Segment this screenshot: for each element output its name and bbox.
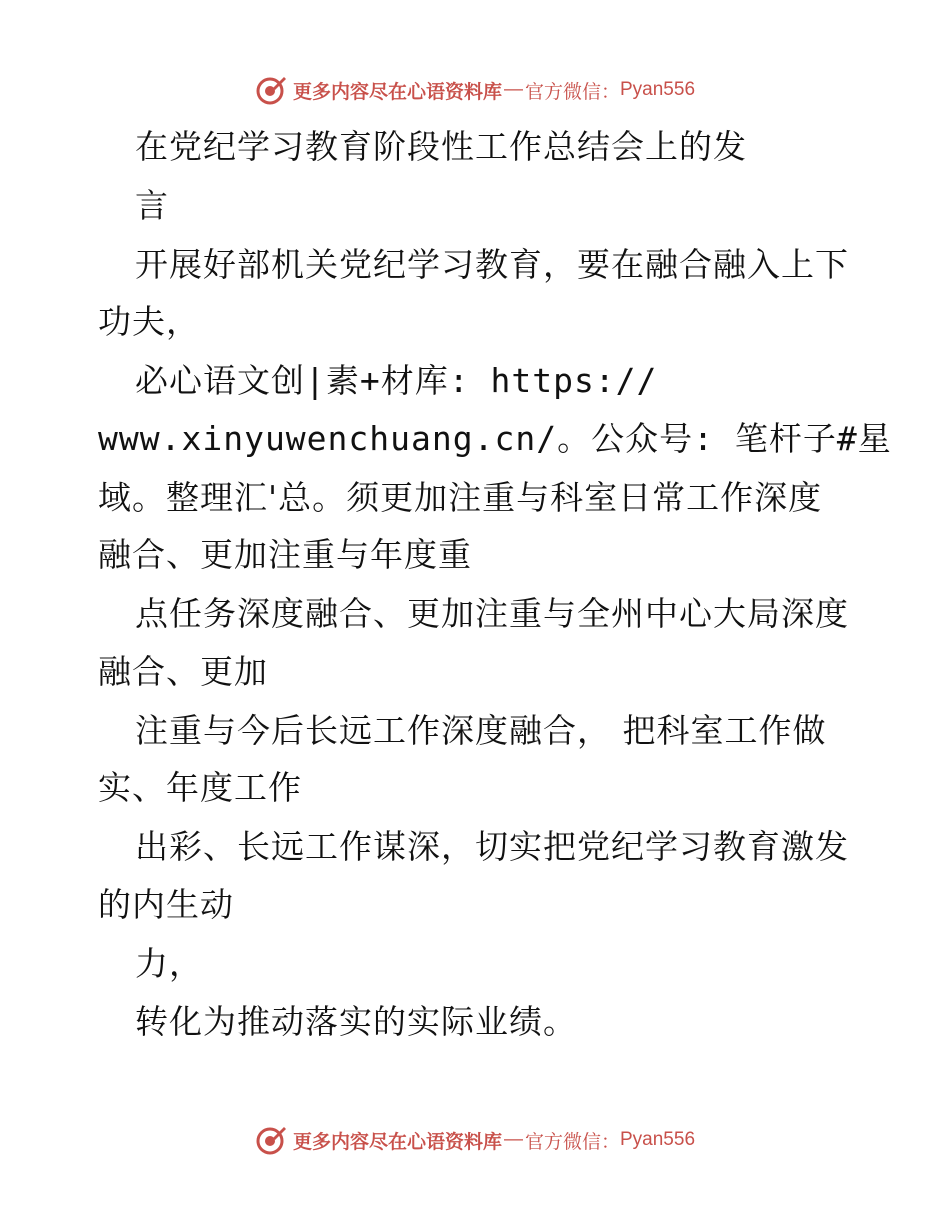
paragraph-line: 出彩、长远工作谋深，切实把党纪学习教育激发 (135, 827, 849, 866)
paragraph-line: 转化为推动落实的实际业绩。 (135, 1002, 577, 1041)
paragraph-line: 融合、更加注重与年度重 (98, 535, 472, 574)
paragraph-line: 融合、更加 (98, 652, 268, 691)
banner-wechat-id: Pyan556 (620, 1129, 696, 1150)
paragraph-line: 功夫， (98, 302, 200, 341)
paragraph-line: 注重与今后长远工作深度融合， 把科室工作做 (135, 711, 827, 750)
paragraph-line: 必心语文创|素+材库: https:// (135, 361, 658, 400)
document-title-continued: 言 (135, 186, 169, 225)
pen-logo-icon (255, 74, 287, 106)
paragraph-line: 域。整理汇'总。须更加注重与科室日常工作深度 (98, 478, 823, 517)
banner-wechat-label: 官方微信： (524, 80, 620, 103)
banner-wechat-id: Pyan556 (620, 79, 696, 100)
paragraph-line: 力， (135, 944, 203, 983)
banner-main-text: 更多内容尽在心语资料库 (292, 1130, 502, 1153)
paragraph-line: 开展好部机关党纪学习教育，要在融合融入上下 (135, 245, 849, 284)
banner-dash: — (503, 1129, 523, 1150)
document-title: 在党纪学习教育阶段性工作总结会上的发 (135, 127, 747, 166)
paragraph-line: 的内生动 (98, 885, 234, 924)
paragraph-line: www.xinyuwenchuang.cn/。公众号: 笔杆子#星 (98, 419, 892, 458)
footer-banner (0, 1120, 950, 1160)
pen-logo-icon (255, 1124, 287, 1156)
banner-main-text: 更多内容尽在心语资料库 (292, 80, 502, 103)
paragraph-line: 实、年度工作 (98, 768, 302, 807)
banner-dash: — (503, 79, 523, 100)
header-banner (0, 70, 950, 110)
paragraph-line: 点任务深度融合、更加注重与全州中心大局深度 (135, 594, 849, 633)
banner-wechat-label: 官方微信： (524, 1130, 620, 1153)
